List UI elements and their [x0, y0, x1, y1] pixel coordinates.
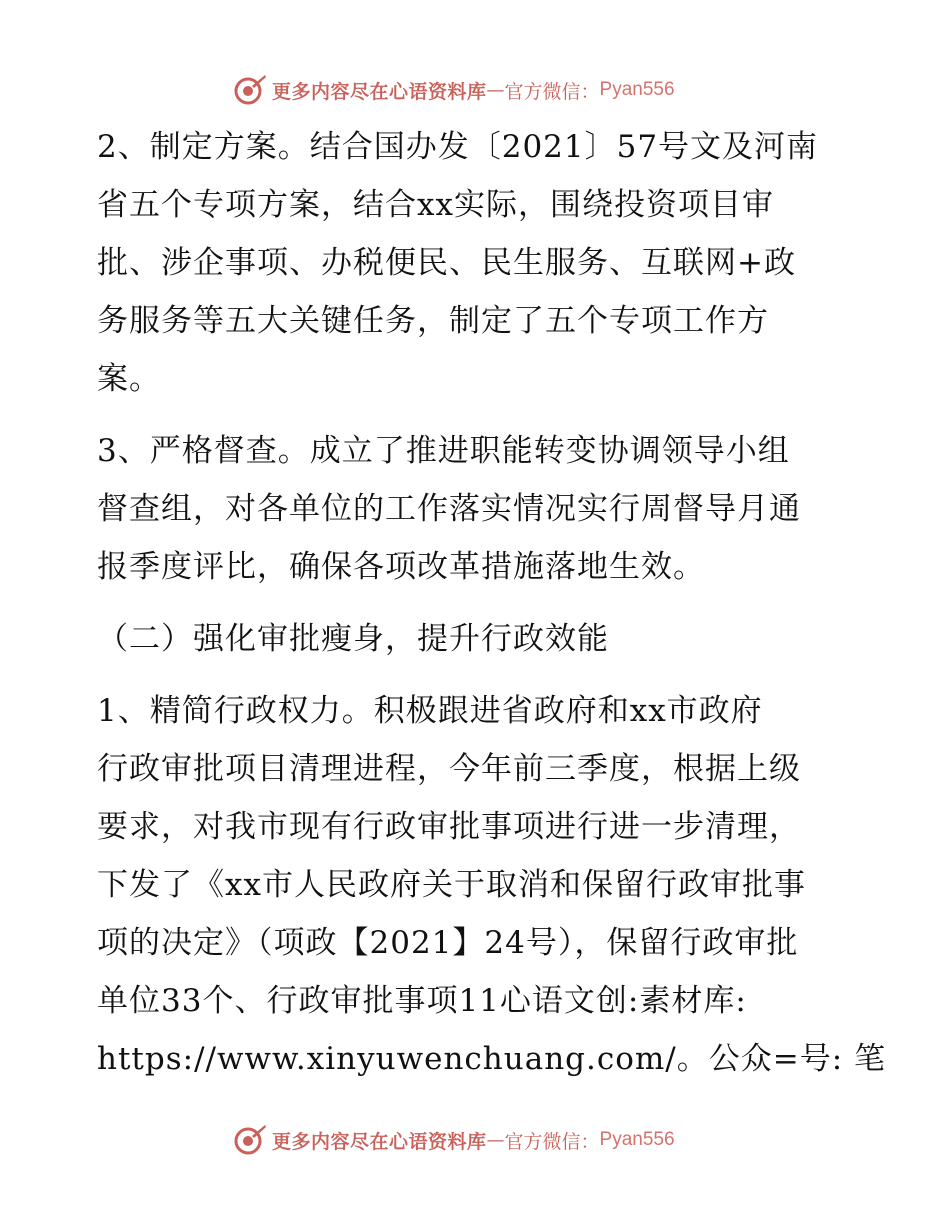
text-line: 2、制定方案。结合国办发〔2021〕57号文及河南: [97, 129, 819, 165]
watermark-wechat-id: Pyan556: [599, 79, 675, 100]
paragraph-formulate-plan: [97, 118, 867, 408]
brush-logo-icon: [232, 72, 268, 108]
watermark-dash: —: [486, 79, 505, 101]
watermark-brand: 更多内容尽在心语资料库: [272, 1130, 487, 1153]
section-heading: [97, 610, 867, 668]
watermark-contact-label: 官方微信：: [504, 80, 600, 103]
text-line: 要求，对我市现有行政审批事项进行进一步清理，: [97, 809, 801, 845]
text-line: 务服务等五大关键任务，制定了五个专项工作方: [97, 303, 769, 339]
watermark-dash: —: [486, 1129, 505, 1151]
document-body: [97, 118, 887, 1088]
heading-line: （二）强化审批瘦身，提升行政效能: [97, 621, 609, 657]
text-line: 1、精简行政权力。积极跟进省政府和xx市政府: [97, 693, 763, 729]
text-line: 下发了《xx市人民政府关于取消和保留行政审批事: [97, 867, 806, 903]
text-line: https://www.xinyuwenchuang.com/。公众=号: 笔: [97, 1041, 887, 1077]
text-line: 3、严格督查。成立了推进职能转变协调领导小组: [97, 433, 790, 469]
text-line: 行政审批项目清理进程，今年前三季度，根据上级: [97, 751, 801, 787]
text-line: 督查组，对各单位的工作落实情况实行周督导月通: [97, 491, 801, 527]
paragraph-streamline-power: [97, 682, 887, 1088]
text-line: 项的决定》（项政【2021】24号），保留行政审批: [97, 925, 799, 961]
watermark-banner-top: [232, 70, 675, 110]
watermark-contact-label: 官方微信：: [504, 1130, 600, 1153]
paragraph-strict-supervision: [97, 422, 867, 596]
text-line: 案。: [97, 361, 161, 397]
text-line: 批、涉企事项、办税便民、民生服务、互联网+政: [97, 245, 796, 281]
text-line: 省五个专项方案，结合xx实际，围绕投资项目审: [97, 187, 774, 223]
watermark-brand: 更多内容尽在心语资料库: [272, 80, 487, 103]
brush-logo-icon: [232, 1122, 268, 1158]
watermark-banner-bottom: [232, 1120, 675, 1160]
text-line: 单位33个、行政审批事项11心语文创:素材库:: [97, 983, 747, 1019]
text-line: 报季度评比，确保各项改革措施落地生效。: [97, 549, 705, 585]
watermark-wechat-id: Pyan556: [599, 1129, 675, 1150]
